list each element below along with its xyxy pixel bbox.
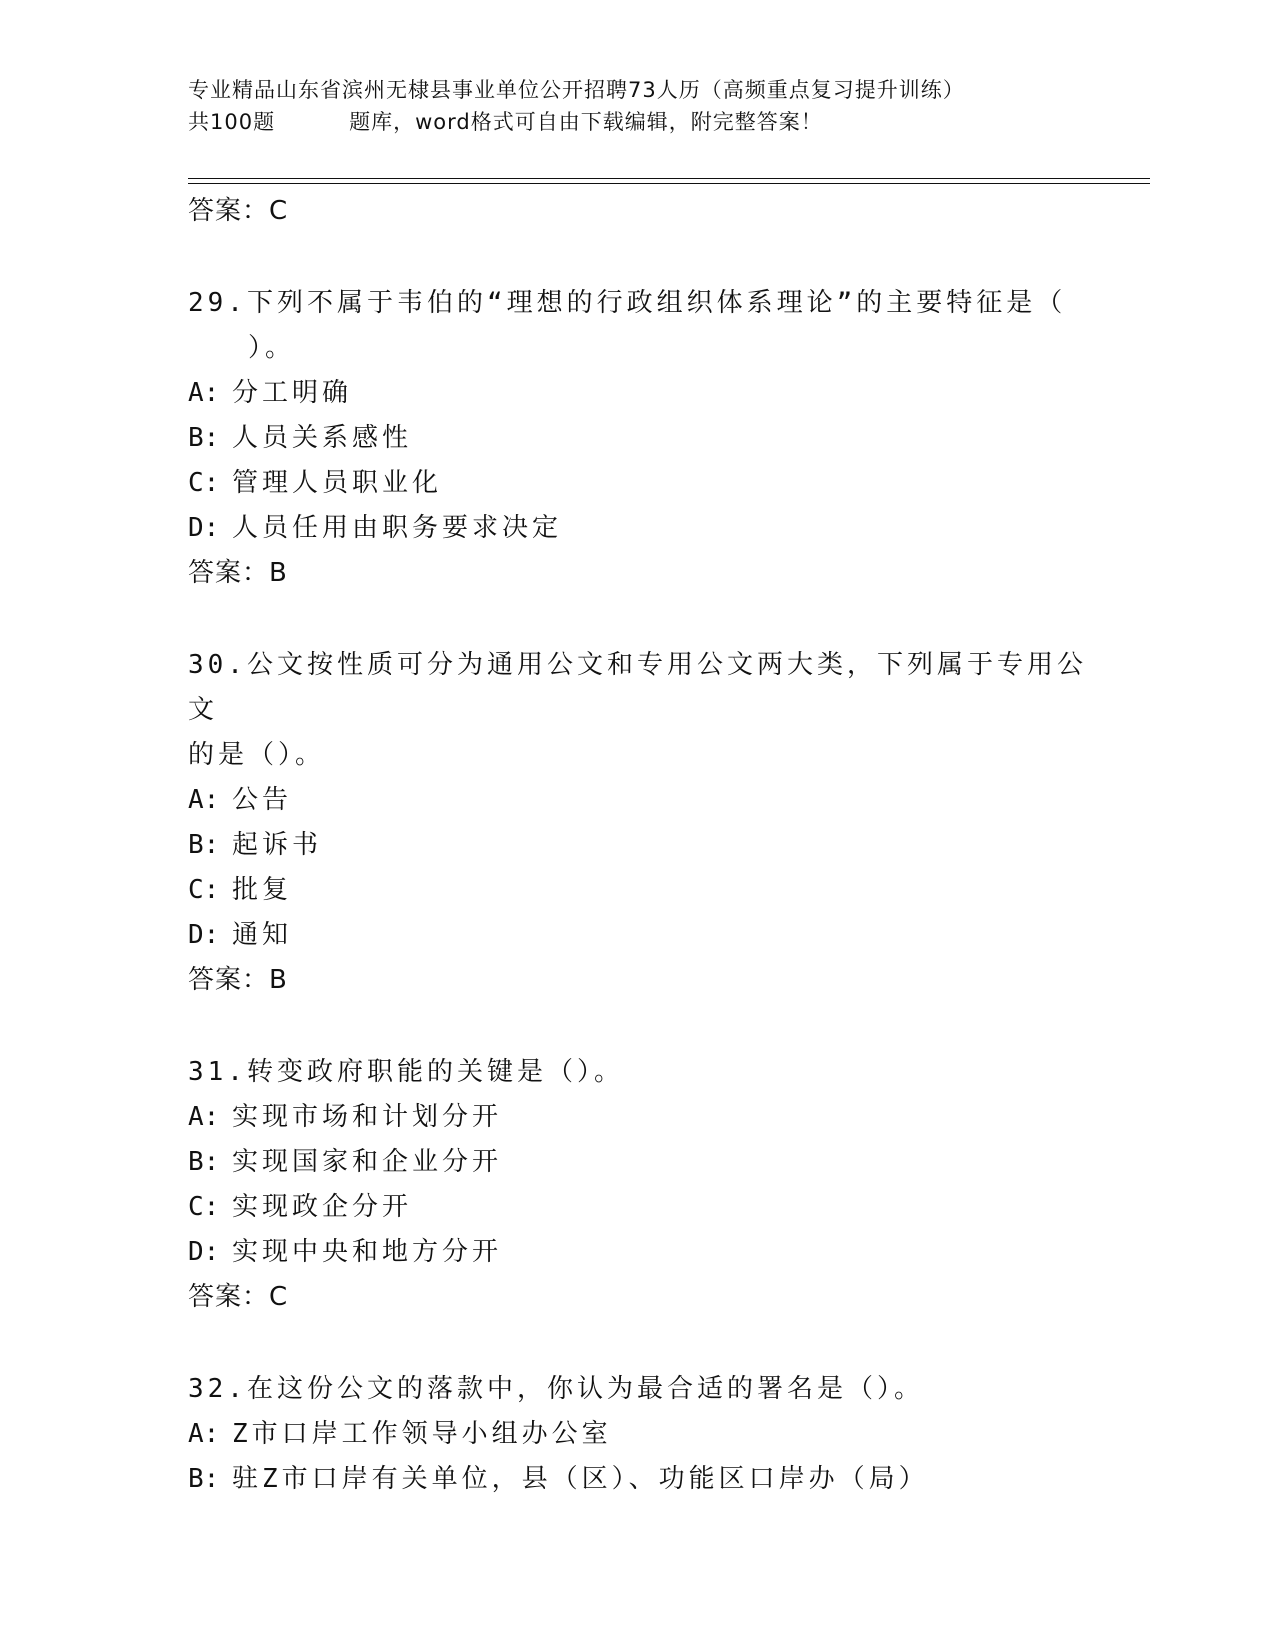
option-text: 公告 xyxy=(232,785,293,815)
option-letter: B: xyxy=(188,423,220,453)
option-letter: D: xyxy=(188,513,220,543)
option-text: 实现政企分开 xyxy=(232,1192,413,1222)
option-d xyxy=(188,913,1088,958)
option-text: 管理人员职业化 xyxy=(232,468,443,498)
option-a xyxy=(188,778,1088,823)
option-letter: B: xyxy=(188,1464,220,1494)
previous-answer: 答案：C xyxy=(188,196,289,226)
option-text: 人员关系感性 xyxy=(232,423,413,453)
header-count: 共100题 xyxy=(188,110,276,134)
option-text: 实现国家和企业分开 xyxy=(232,1147,503,1177)
option-c xyxy=(188,1185,1088,1230)
option-b xyxy=(188,416,1088,461)
option-d xyxy=(188,506,1088,551)
question-30 xyxy=(188,643,1088,1003)
option-d xyxy=(188,1230,1088,1275)
option-letter: A: xyxy=(188,785,220,815)
question-stem: 30.公文按性质可分为通用公文和专用公文两大类，下列属于专用公文 的是（）。 xyxy=(188,650,1087,770)
option-letter: B: xyxy=(188,1147,220,1177)
option-letter: B: xyxy=(188,830,220,860)
option-c xyxy=(188,868,1088,913)
header-description: 题库，word格式可自由下载编辑，附完整答案！ xyxy=(349,110,823,134)
question-29 xyxy=(188,281,1088,596)
option-letter: C: xyxy=(188,468,220,498)
question-stem: 32.在这份公文的落款中，你认为最合适的署名是（）。 xyxy=(188,1374,924,1404)
header-rule-bottom xyxy=(188,183,1150,184)
question-stem: 31.转变政府职能的关键是（）。 xyxy=(188,1057,624,1087)
option-letter: A: xyxy=(188,378,220,408)
page-header xyxy=(188,74,1088,138)
question-32 xyxy=(188,1367,1088,1502)
question-stem: 29.下列不属于韦伯的“理想的行政组织体系理论”的主要特征是（ ）。 xyxy=(188,288,1067,363)
option-text: 实现市场和计划分开 xyxy=(232,1102,503,1132)
option-letter: A: xyxy=(188,1419,220,1449)
option-letter: C: xyxy=(188,875,220,905)
option-text: 实现中央和地方分开 xyxy=(232,1237,503,1267)
option-letter: A: xyxy=(188,1102,220,1132)
option-text: 通知 xyxy=(232,920,293,950)
header-title-line: 专业精品山东省滨州无棣县事业单位公开招聘73人历（高频重点复习提升训练） xyxy=(188,78,965,102)
question-answer: 答案：B xyxy=(188,965,288,995)
option-a xyxy=(188,1412,1088,1457)
option-text: 起诉书 xyxy=(232,830,323,860)
option-b xyxy=(188,1457,1088,1502)
question-31 xyxy=(188,1050,1088,1320)
option-letter: C: xyxy=(188,1192,220,1222)
option-text: 批复 xyxy=(232,875,293,905)
header-subtitle-line xyxy=(188,106,1088,138)
question-answer: 答案：B xyxy=(188,558,288,588)
document-body xyxy=(188,189,1088,1549)
question-answer: 答案：C xyxy=(188,1282,289,1312)
option-text: 分工明确 xyxy=(232,378,353,408)
option-b xyxy=(188,823,1088,868)
option-c xyxy=(188,461,1088,506)
option-a xyxy=(188,1095,1088,1140)
option-text: 人员任用由职务要求决定 xyxy=(232,513,563,543)
option-a xyxy=(188,371,1088,416)
option-letter: D: xyxy=(188,920,220,950)
header-rule-top xyxy=(188,178,1150,179)
option-b xyxy=(188,1140,1088,1185)
option-text: Z市口岸工作领导小组办公室 xyxy=(232,1419,612,1449)
option-text: 驻Z市口岸有关单位，县（区）、功能区口岸办（局） xyxy=(232,1464,929,1494)
option-letter: D: xyxy=(188,1237,220,1267)
